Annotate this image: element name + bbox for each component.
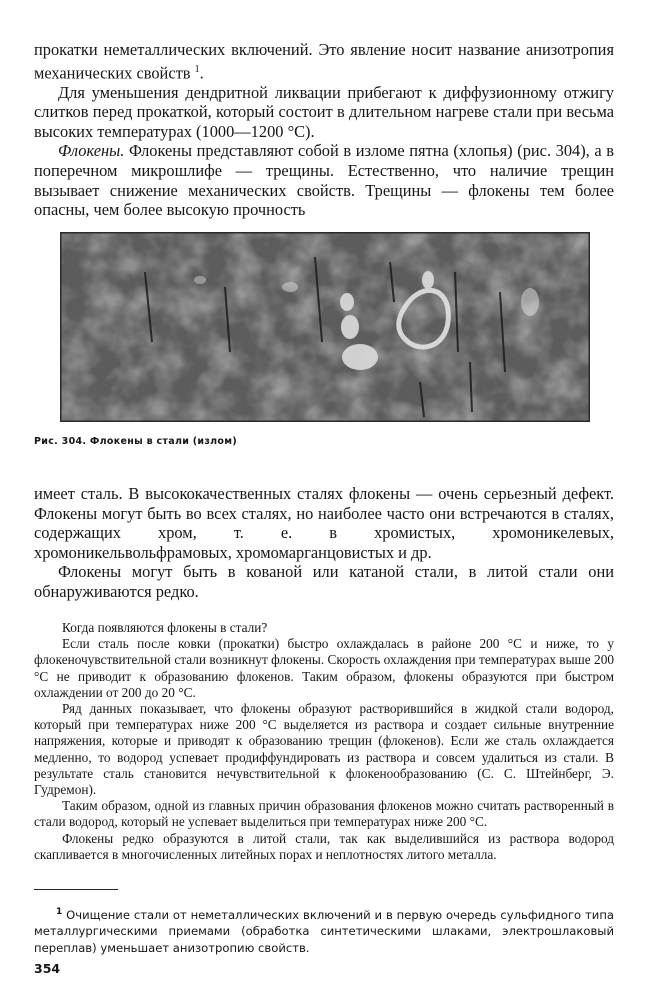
footnote-mark: 1: [56, 907, 63, 917]
small-text: [34, 620, 614, 863]
paragraph: Ряд данных показывает, что флокены образуют растворившийся в жидкой стали водород, который при температурах ниже 200 °С выделяется из раствора и создает сильные внутренние напряжения, которые и приводят к образованию трещин (флокенов). Если же сталь охлаждается медленно, то водород успевает продиффундировать из раствора и совсем удалиться из стали. В результате сталь становится нечувствительной к флокенообразованию (С. С. Штейнберг, Э. Гудремон).: [34, 701, 614, 798]
footnote-text: [34, 904, 614, 956]
footnote: [34, 904, 614, 956]
page-number: 354: [34, 961, 61, 976]
footnote-body: Очищение стали от неметаллических включений и в первую очередь сульфидного типа металлургическими приемами (обработка синтетическими шлаками, электрошлаковый переплав) уменьшает анизотропию свойств.: [34, 907, 614, 955]
top-text: [34, 40, 614, 220]
paragraph: [34, 40, 614, 83]
figure-304-photo: [60, 232, 590, 422]
paragraph: Флокены редко образуются в литой стали, так как выделившийся из раствора водород скапливается в многочисленных литейных порах и неплотностях литого металла.: [34, 830, 614, 862]
footnote-ref: 1: [194, 63, 200, 75]
footnote-divider: [34, 889, 118, 890]
term-flokeny: Флокены.: [58, 141, 125, 161]
paragraph: Таким образом, одной из главных причин образования флокенов можно считать растворенный в стали водород, который не успевает выделиться при температурах ниже 200 °С.: [34, 798, 614, 830]
question-line: Когда появляются флокены в стали?: [62, 620, 268, 635]
paragraph-text: прокатки неметаллических включений. Это явление носит название анизотропия механических свойств: [34, 40, 614, 83]
paragraph: [34, 141, 614, 219]
mid-text: [34, 484, 614, 602]
paragraph: имеет сталь. В высококачественных сталях флокены — очень серьезный дефект. Флокены могут быть во всех сталях, но наиболее часто они встречаются в сталях, содержащих хром, т. е. в хромистых, хромоникелевых, хромоникельвольфрамовых, хромомарганцовистых и др.: [34, 484, 614, 562]
paragraph-text: Флокены представляют собой в изломе пятна (хлопья) (рис. 304), а в поперечном микрошлифе — трещины. Естественно, что наличие трещин вызывает снижение механических свойств. Трещины — флокены тем более опасны, чем более высокую прочность: [34, 141, 614, 220]
punctuation: .: [199, 63, 204, 83]
paragraph: Для уменьшения дендритной ликвации прибегают к диффузионному отжигу слитков перед прокаткой, который состоит в длительном нагреве стали при весьма высоких температурах (1000—1200 °С).: [34, 82, 614, 141]
paragraph: Если сталь после ковки (прокатки) быстро охлаждалась в районе 200 °С и ниже, то у флокеночувствительной стали возникнут флокены. Скорость охлаждения при температурах выше 200 °С не приводит к образованию флокенов. Таким образом, флокены образуются при быстром охлаждении от 200 до 20 °С.: [34, 636, 614, 700]
paragraph: Флокены могут быть в кованой или катаной стали, в литой стали они обнаруживаются редко.: [34, 562, 614, 601]
figure-caption: Рис. 304. Флокены в стали (излом): [34, 436, 237, 447]
